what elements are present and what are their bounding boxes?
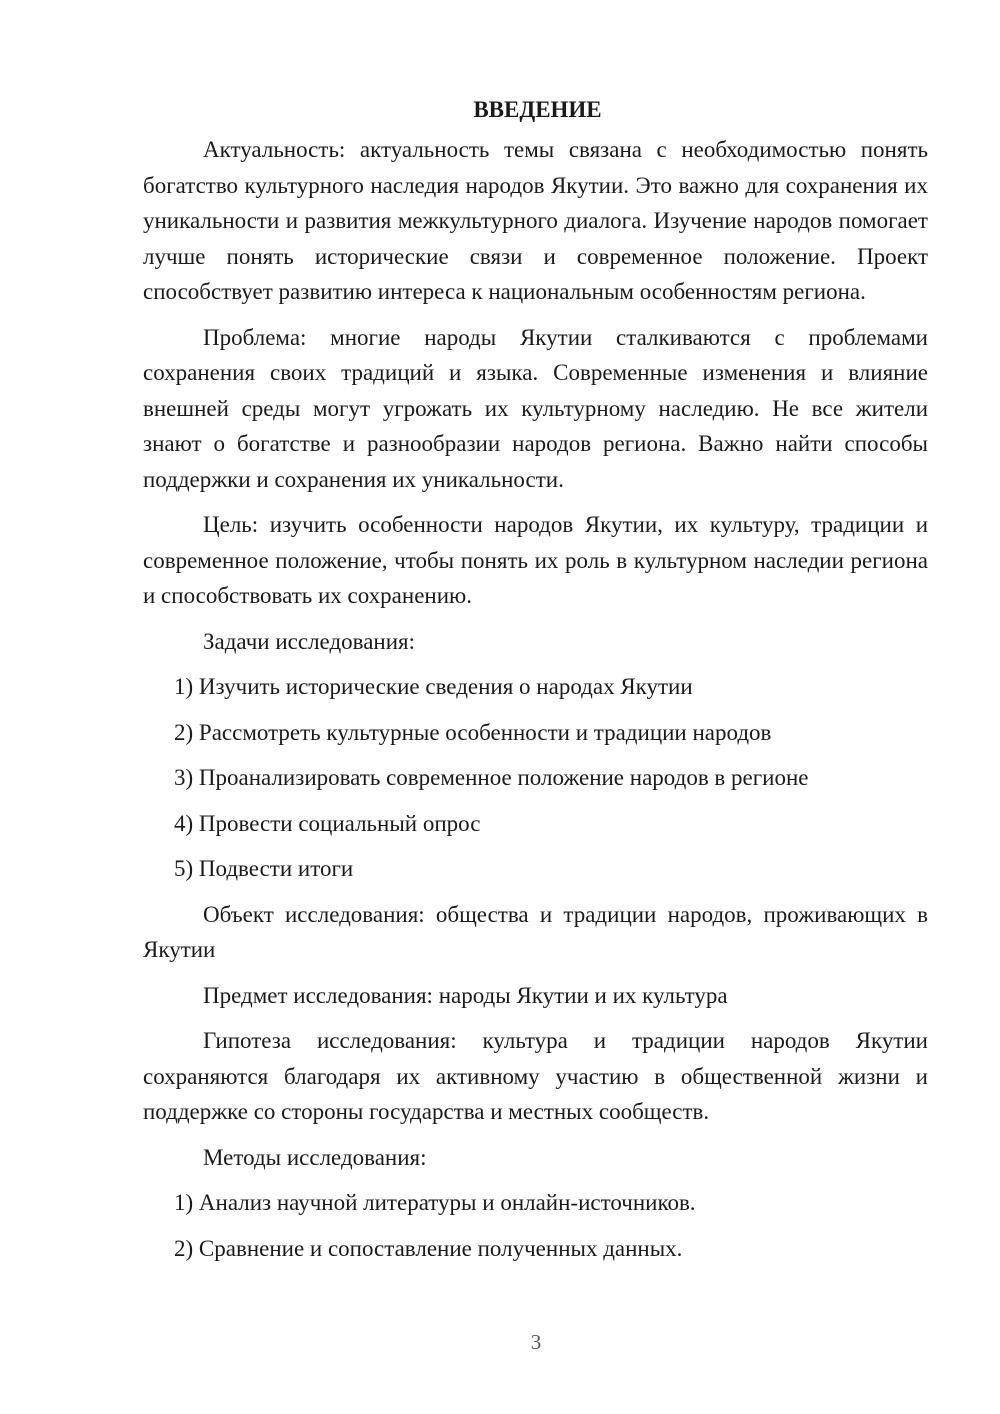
list-item: 2) Рассмотреть культурные особенности и традиции народов [174, 719, 772, 745]
object-paragraph: Объект исследования: общества и традиции народов, проживающих в Якутии [143, 901, 928, 962]
list-item: 4) Провести социальный опрос [174, 810, 481, 836]
methods-heading: Методы исследования: [203, 1144, 427, 1170]
document-page [143, 92, 928, 1276]
list-item: 2) Сравнение и сопоставление полученных данных. [174, 1235, 683, 1261]
tasks-list [143, 669, 928, 887]
goal-paragraph: Цель: изучить особенности народов Якутии, их культуру, традиции и современное положение, чтобы понять их роль в культурном наследии региона и способствовать их сохранению. [143, 512, 928, 608]
document-title: ВВЕДЕНИЕ [473, 97, 602, 122]
methods-list [143, 1185, 928, 1266]
problem-paragraph: Проблема: многие народы Якутии сталкиваются с проблемами сохранения своих традиций и языка. Современные изменения и влияние внешней среды могут угрожать их культурному наследию. Не все жители знают о богатстве и разнообразии народов региона. Важно найти способы поддержки и сохранения их уникальности. [143, 324, 928, 492]
tasks-heading: Задачи исследования: [203, 628, 416, 654]
subject-paragraph: Предмет исследования: народы Якутии и их культура [203, 982, 728, 1008]
list-item: 1) Анализ научной литературы и онлайн-источников. [174, 1190, 696, 1215]
list-item: 1) Изучить исторические сведения о народах Якутии [174, 674, 693, 699]
relevance-paragraph: Актуальность: актуальность темы связана с необходимостью понять богатство культурного наследия народов Якутии. Это важно для сохранения их уникальности и развития межкультурного диалога. Изучение народов помогает лучше понять исторические связи и современное положение. Проект способствует развитию интереса к национальным особенностям региона. [143, 137, 928, 304]
list-item: 3) Проанализировать современное положение народов в регионе [174, 765, 809, 790]
page-number: 3 [530, 1330, 542, 1354]
list-item: 5) Подвести итоги [174, 856, 354, 881]
hypothesis-paragraph: Гипотеза исследования: культура и традиции народов Якутии сохраняются благодаря их активному участию в общественной жизни и поддержке со стороны государства и местных сообществ. [143, 1028, 928, 1124]
